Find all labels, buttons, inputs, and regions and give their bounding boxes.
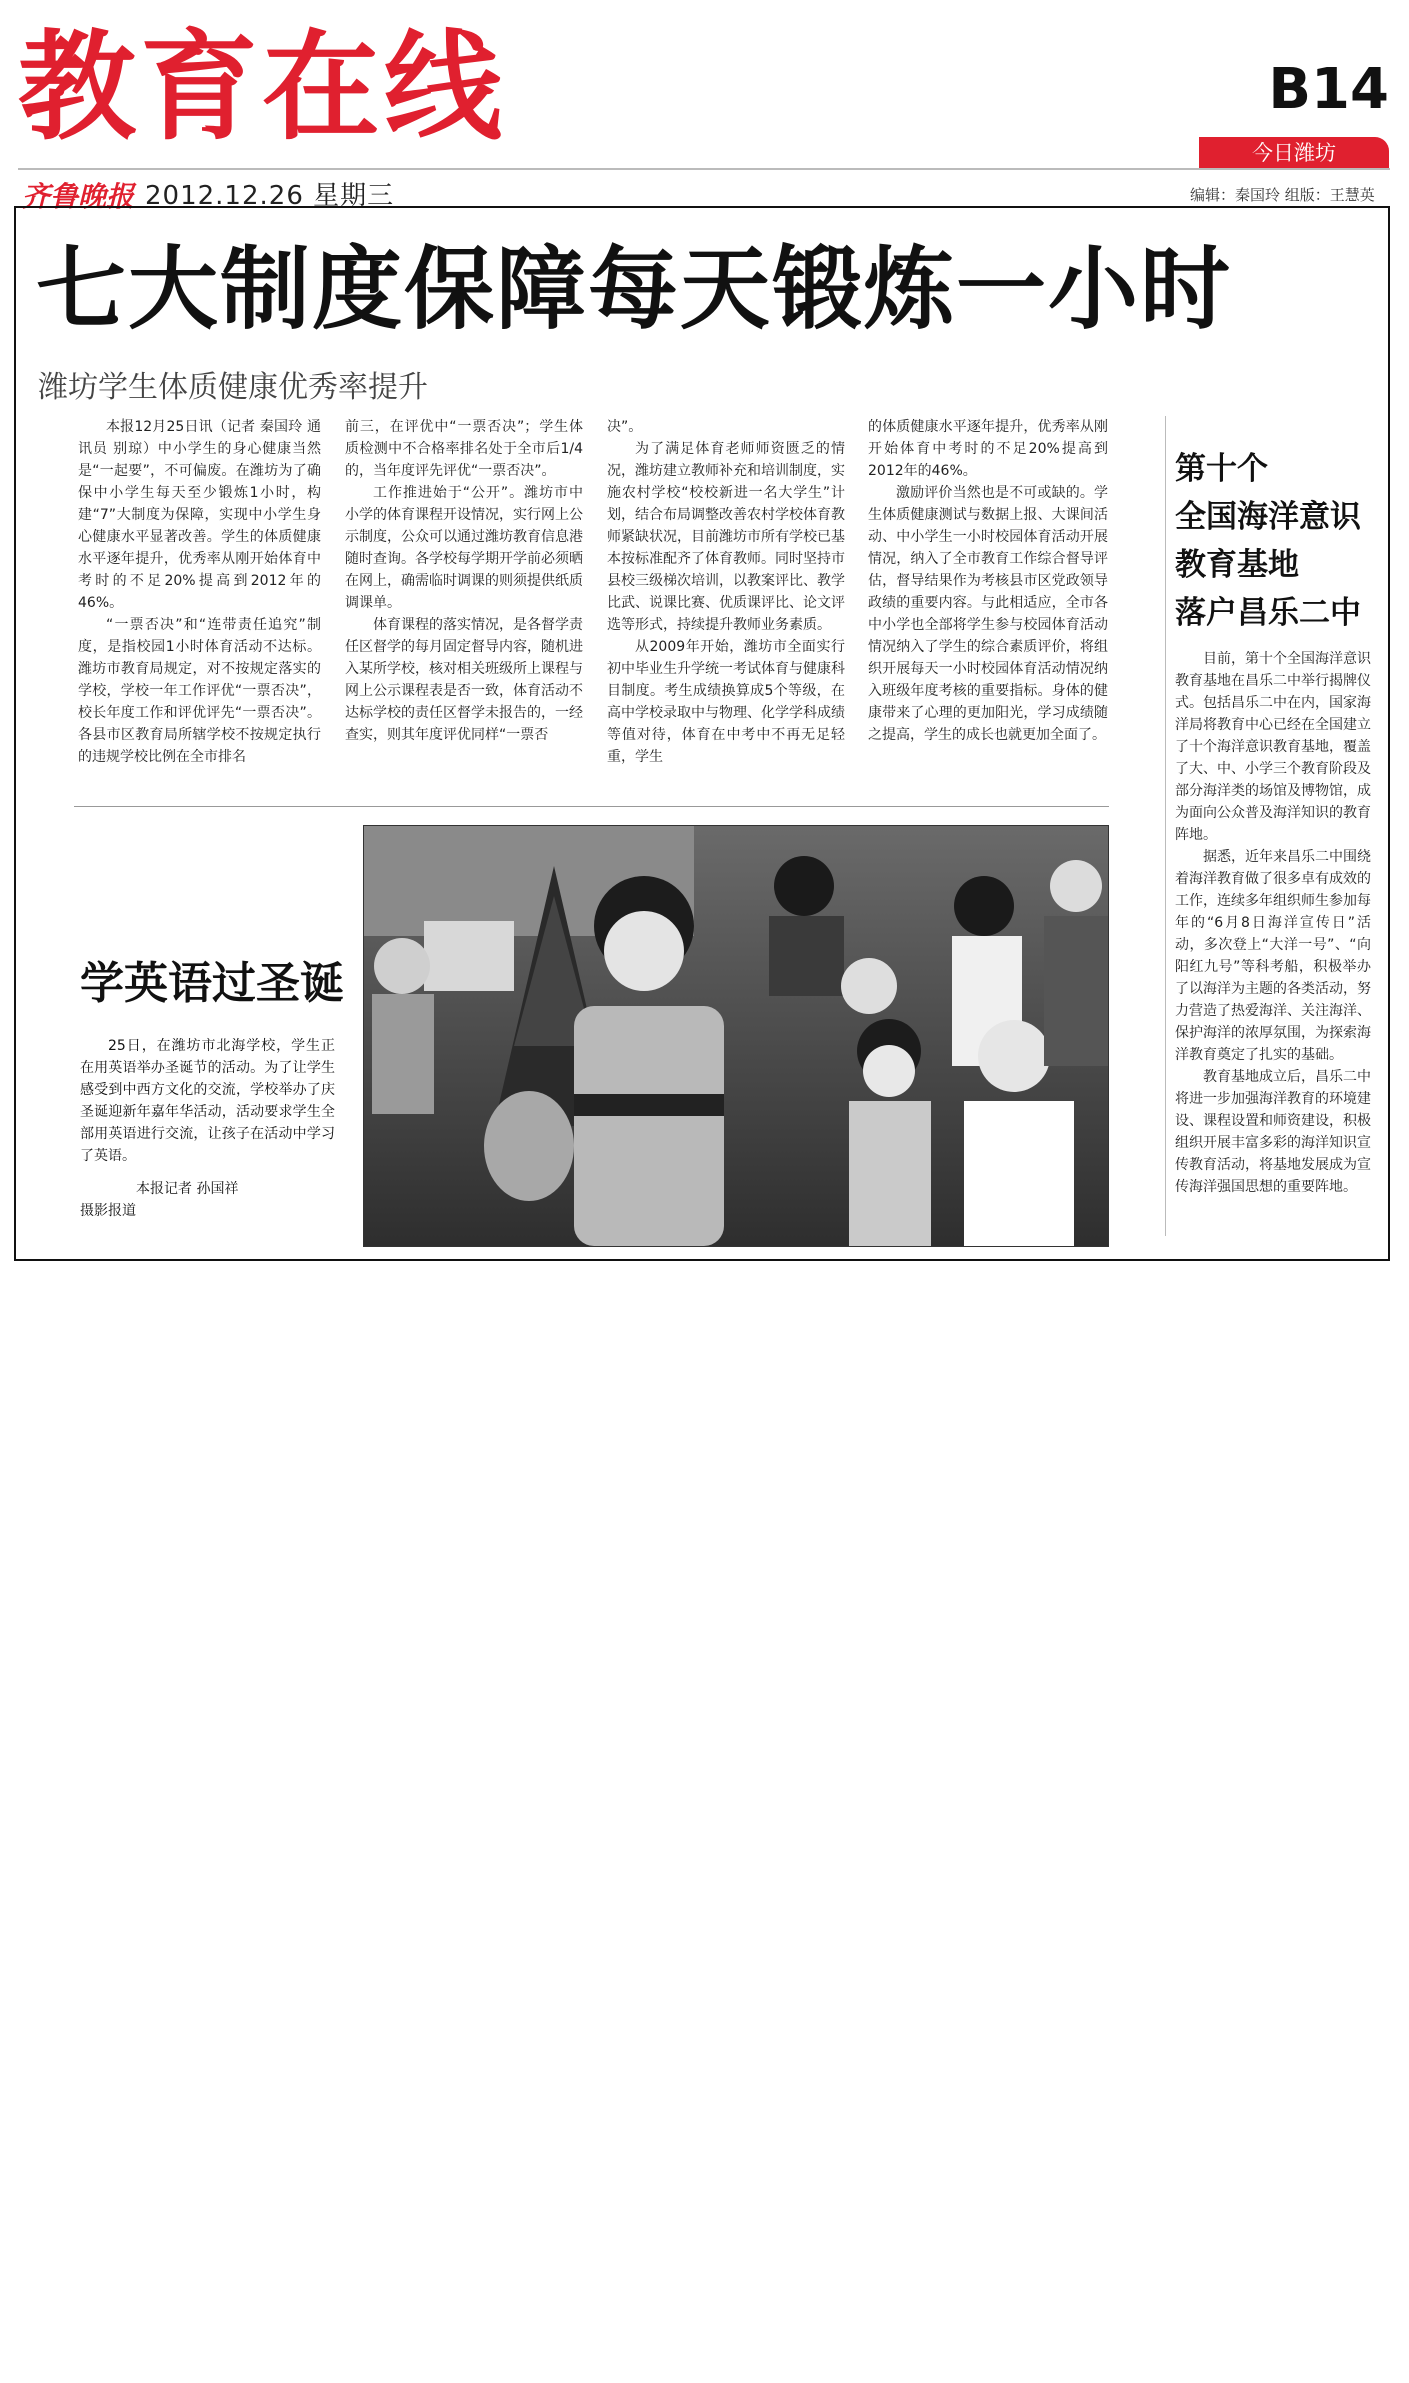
sidebar-headline-line: 落户昌乐二中 [1175,595,1361,631]
sidebar-headline-line: 全国海洋意识 [1175,499,1361,535]
article-column-2 [345,416,583,746]
article-paragraph: 激励评价当然也是不可或缺的。学生体质健康测试与数据上报、大课间活动、中小学生一小时校园体育活动开展情况，纳入了全市教育工作综合督导评估，督导结果作为考核县市区党政领导政绩的重要内容。与此相适应，全市各中小学也全部将学生参与校园体育活动情况纳入了学生的综合素质评价，将组织开展每天一小时校园体育活动情况纳入班级年度考核的重要指标。身体的健康带来了心理的更加阳光，学习成绩随之提高，学生的成长也就更加全面了。 [868,485,1108,743]
issue-date: 2012.12.26 星期三 [145,181,395,211]
photo-credit [80,1178,335,1222]
sidebar-paragraph: 目前，第十个全国海洋意识教育基地在昌乐二中举行揭牌仪式。包括昌乐二中在内，国家海洋局将教育中心已经在全国建立了十个海洋意识教育基地，覆盖了大、中、小学三个教育阶段及部分海洋类的场馆及博物馆，成为面向公众普及海洋知识的教育阵地。 [1175,651,1371,843]
photo-story-caption [80,1035,335,1167]
article-paragraph: “一票否决”和“连带责任追究”制度，是指校园1小时体育活动不达标。潍坊市教育局规定，对不按规定落实的学校，学校一年工作评优“一票否决”，校长年度工作和评优评先“一票否决”。各县市区教育局所辖学校不按规定执行的违规学校比例在全市排名 [78,617,321,765]
article-column-1 [78,416,321,768]
article-subhead: 潍坊学生体质健康优秀率提升 [38,370,428,405]
sidebar-paragraph: 据悉，近年来昌乐二中围绕着海洋教育做了很多卓有成效的工作，连续多年组织师生参加每年的“6月8日海洋宣传日”活动，多次登上“大洋一号”、“向阳红九号”等科考船，积极举办了以海洋为主题的各类活动，努力营造了热爱海洋、关注海洋、保护海洋的浓厚氛围，为探索海洋教育奠定了扎实的基础。 [1175,849,1371,1063]
sidebar-headline-line: 教育基地 [1175,547,1299,583]
article-paragraph: 为了满足体育老师师资匮乏的情况，潍坊建立教师补充和培训制度，实施农村学校“校校新进一名大学生”计划，结合布局调整改善农村学校体育教师紧缺状况，目前潍坊市所有学校已基本按标准配齐了体育教师。同时坚持市县校三级梯次培训，以教案评比、教学比武、说课比赛、优质课评比、论文评选等形式，持续提升教师业务素质。 [607,441,845,633]
article-paragraph: 体育课程的落实情况，是各督学责任区督学的每月固定督导内容，随机进入某所学校，核对相关班级所上课程与网上公示课程表是否一致，体育活动不达标学校的责任区督学未报告的，一经查实，则其年度评优同样“一票否 [345,617,583,743]
masthead-title: 教育在线 [18,18,507,156]
photo-credit-line: 摄影报道 [80,1203,136,1219]
photo-illustration [364,826,1108,1246]
photo-caption-text: 25日，在潍坊市北海学校，学生正在用英语举办圣诞节的活动。为了让学生感受到中西方文化的交流，学校举办了庆圣诞迎新年嘉年华活动，活动要求学生全部用英语进行交流，让孩子在活动中学习了英语。 [80,1038,335,1164]
sidebar-body [1175,648,1371,1198]
article-paragraph: 从2009年开始，潍坊市全面实行初中毕业生升学统一考试体育与健康科目制度。考生成绩换算成5个等级，在高中学校录取中与物理、化学学科成绩等值对待，体育在中考中不再无足轻重，学生 [607,639,845,765]
masthead-rule [18,168,1390,170]
sidebar-paragraph: 教育基地成立后，昌乐二中将进一步加强海洋教育的环境建设、课程设置和师资建设，积极组织开展丰富多彩的海洋知识宣传教育活动，将基地发展成为宣传海洋强国思想的重要阵地。 [1175,1069,1371,1195]
page-number: B14 [1268,57,1389,122]
article-headline: 七大制度保障每天锻炼一小时 [36,237,1232,342]
article-paragraph: 前三，在评优中“一票否决”；学生体质检测中不合格率排名处于全市后1/4的，当年度评先评优“一票否决”。 [345,419,583,479]
article-paragraph: 本报12月25日讯（记者 秦国玲 通讯员 别琼）中小学生的身心健康当然是“一起要”，不可偏废。在潍坊为了确保中小学生每天至少锻炼1小时，构建“7”大制度为保障，实现中小学生身心健康水平显著改善。学生的体质健康水平逐年提升，优秀率从刚开始体育中考时的不足20%提高到2012年的46%。 [78,419,321,611]
sidebar-divider [1165,416,1166,1236]
article-paragraph: 决”。 [607,419,643,435]
article-paragraph: 工作推进始于“公开”。潍坊市中小学的体育课程开设情况，实行网上公示制度，公众可以通过潍坊教育信息港随时查询。各学校每学期开学前必须晒在网上，确需临时调课的则须提供纸质调课单。 [345,485,583,611]
editor-credits: 编辑：秦国玲 组版：王慧英 [1190,186,1375,204]
article-column-4 [868,416,1108,746]
article-paragraph: 的体质健康水平逐年提升，优秀率从刚开始体育中考时的不足20%提高到2012年的46%。 [868,419,1108,479]
section-tag: 今日潍坊 [1199,137,1389,169]
newspaper-brand: 齐鲁晚报 [22,180,135,213]
christmas-class-photo [363,825,1109,1247]
sidebar-headline-line: 第十个 [1175,451,1268,487]
photo-story-title: 学英语过圣诞 [80,958,344,1009]
section-divider [74,806,1109,807]
article-column-3 [607,416,845,768]
sidebar-headline [1175,445,1361,637]
photo-credit-line: 本报记者 孙国祥 [136,1181,239,1197]
